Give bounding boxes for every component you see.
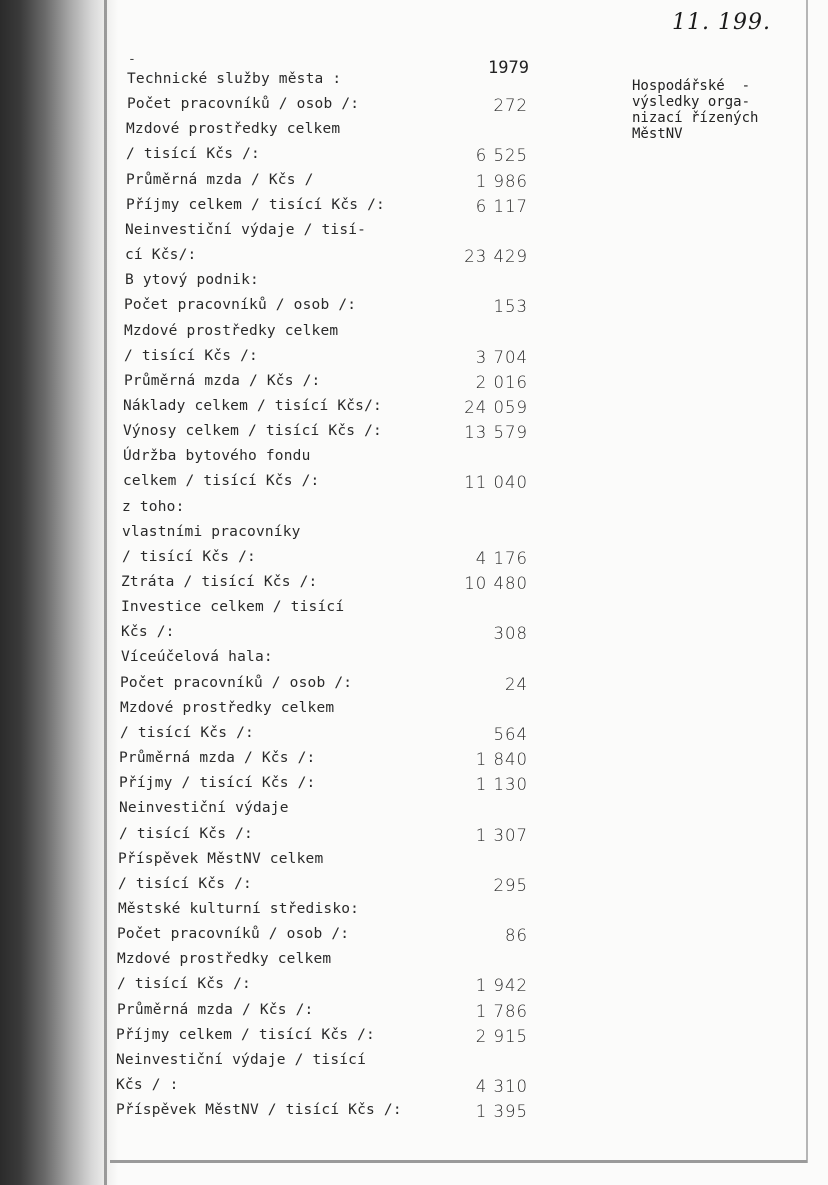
list-item: [124, 321, 528, 341]
item-label: Průměrná mzda / Kčs /:: [124, 373, 321, 389]
item-label: Průměrná mzda / Kčs /:: [117, 1002, 314, 1018]
item-label: Výnosy celkem / tisící Kčs /:: [123, 423, 382, 439]
list-item: [124, 371, 528, 391]
item-label: Neinvestiční výdaje / tisí-: [125, 222, 367, 238]
item-value: 6 117: [475, 197, 528, 216]
item-label: Mzdové prostředky celkem: [120, 700, 335, 716]
list-item: [117, 924, 528, 944]
side-note-line: Hospodářské -: [632, 78, 751, 94]
item-label: z toho:: [122, 499, 185, 515]
list-item: [117, 1000, 528, 1020]
list-item: [120, 698, 528, 718]
list-item: [120, 723, 528, 743]
list-item: [123, 396, 528, 416]
item-value: 6 525: [475, 146, 528, 165]
list-item: [118, 874, 528, 894]
item-value: 1 130: [475, 775, 528, 794]
list-item: [127, 69, 528, 89]
item-label: Ztráta / tisící Kčs /:: [121, 574, 318, 590]
item-label: Městské kulturní středisko:: [118, 901, 360, 917]
item-value: 23 429: [464, 247, 528, 266]
item-value: 1 307: [475, 826, 528, 845]
item-label: Počet pracovníků / osob /:: [117, 926, 350, 942]
item-value: 564: [493, 725, 528, 744]
list-item: [119, 824, 528, 844]
list-item: [120, 673, 528, 693]
item-label: B ytový podnik:: [125, 272, 259, 288]
list-item: [121, 572, 528, 592]
item-value: 11 040: [464, 473, 528, 492]
side-note-line: výsledky orga-: [632, 94, 751, 110]
list-item: [117, 949, 528, 969]
list-item: [124, 346, 528, 366]
list-item: [126, 195, 528, 215]
item-value: 272: [493, 96, 528, 115]
item-label: Příjmy / tisící Kčs /:: [119, 775, 316, 791]
side-note-line: nizací řízených: [632, 110, 759, 126]
item-label: / tisící Kčs /:: [118, 876, 252, 892]
item-value: 1 986: [475, 172, 528, 191]
list-item: [122, 522, 528, 542]
item-value: 13 579: [464, 423, 528, 442]
list-item: [119, 748, 528, 768]
item-label: / tisící Kčs /:: [119, 826, 253, 842]
item-label: Údržba bytového fondu: [123, 448, 311, 464]
list-item: [126, 144, 528, 164]
list-item: [116, 1100, 528, 1120]
item-value: 295: [493, 876, 528, 895]
item-value: 153: [493, 297, 528, 316]
item-label: Mzdové prostředky celkem: [124, 323, 339, 339]
item-label: Neinvestiční výdaje: [119, 800, 289, 816]
list-item: [122, 497, 528, 517]
list-item: [122, 547, 528, 567]
item-label: Kčs / :: [116, 1077, 179, 1093]
list-item: [117, 974, 528, 994]
item-value: 4 176: [475, 549, 528, 568]
list-item: [127, 94, 528, 114]
item-label: Neinvestiční výdaje / tisící: [116, 1052, 367, 1068]
side-note-line: MěstNV: [632, 126, 683, 142]
item-label: / tisící Kčs /:: [126, 146, 260, 162]
list-item: [118, 899, 528, 919]
page-right-edge: [806, 0, 808, 1163]
item-label: Počet pracovníků / osob /:: [120, 675, 353, 691]
list-item: [121, 647, 528, 667]
item-label: Počet pracovníků / osob /:: [127, 96, 360, 112]
item-value: 4 310: [475, 1077, 528, 1096]
item-label: Příjmy celkem / tisící Kčs /:: [116, 1027, 375, 1043]
item-label: Průměrná mzda / Kčs /: [126, 172, 314, 188]
item-value: 24: [505, 675, 528, 694]
item-label: Náklady celkem / tisící Kčs/:: [123, 398, 382, 414]
list-item: [118, 849, 528, 869]
list-item: [126, 170, 528, 190]
list-item: [116, 1075, 528, 1095]
list-item: [125, 220, 528, 240]
list-item: [121, 597, 528, 617]
side-note: [632, 78, 802, 142]
item-label: Mzdové prostředky celkem: [117, 951, 332, 967]
item-label: vlastními pracovníky: [122, 524, 301, 540]
list-item: [119, 798, 528, 818]
page-bottom-edge: [110, 1160, 807, 1163]
year-header: 1979: [488, 58, 529, 78]
list-item: [123, 471, 528, 491]
item-value: 3 704: [475, 348, 528, 367]
item-label: Víceúčelová hala:: [121, 649, 273, 665]
list-item: [123, 421, 528, 441]
item-label: cí Kčs/:: [125, 247, 197, 263]
list-item: [116, 1050, 528, 1070]
binding-edge: [104, 0, 107, 1185]
item-label: / tisící Kčs /:: [122, 549, 256, 565]
item-value: 1 942: [475, 976, 528, 995]
list-item: [119, 773, 528, 793]
list-item: [125, 245, 528, 265]
item-value: 1 395: [475, 1102, 528, 1121]
item-label: Průměrná mzda / Kčs /:: [119, 750, 316, 766]
item-label: Kčs /:: [121, 624, 175, 640]
item-label: Mzdové prostředky celkem: [126, 121, 341, 137]
list-item: [125, 270, 528, 290]
item-label: Příjmy celkem / tisící Kčs /:: [126, 197, 385, 213]
item-label: Příspěvek MěstNV / tisící Kčs /:: [116, 1102, 402, 1118]
handwritten-page-number: 11. 199.: [672, 10, 771, 35]
item-label: celkem / tisící Kčs /:: [123, 473, 320, 489]
list-item: [123, 446, 528, 466]
item-value: 2 915: [475, 1027, 528, 1046]
list-item: [116, 1025, 528, 1045]
item-value: 86: [505, 926, 528, 945]
item-label: Počet pracovníků / osob /:: [124, 297, 357, 313]
item-label: Příspěvek MěstNV celkem: [118, 851, 324, 867]
list-item: [124, 295, 528, 315]
item-value: 2 016: [475, 373, 528, 392]
item-label: Investice celkem / tisící: [121, 599, 345, 615]
item-label: / tisící Kčs /:: [117, 976, 251, 992]
item-value: 308: [493, 624, 528, 643]
list-item: [121, 622, 528, 642]
list-item: [126, 119, 528, 139]
binding-shadow: [0, 0, 118, 1185]
item-label: / tisící Kčs /:: [124, 348, 258, 364]
stray-mark: -: [128, 52, 136, 67]
item-label: Technické služby města :: [127, 71, 342, 87]
item-label: / tisící Kčs /:: [120, 725, 254, 741]
item-value: 1 840: [475, 750, 528, 769]
item-value: 1 786: [475, 1002, 528, 1021]
item-value: 10 480: [464, 574, 528, 593]
item-value: 24 059: [464, 398, 528, 417]
